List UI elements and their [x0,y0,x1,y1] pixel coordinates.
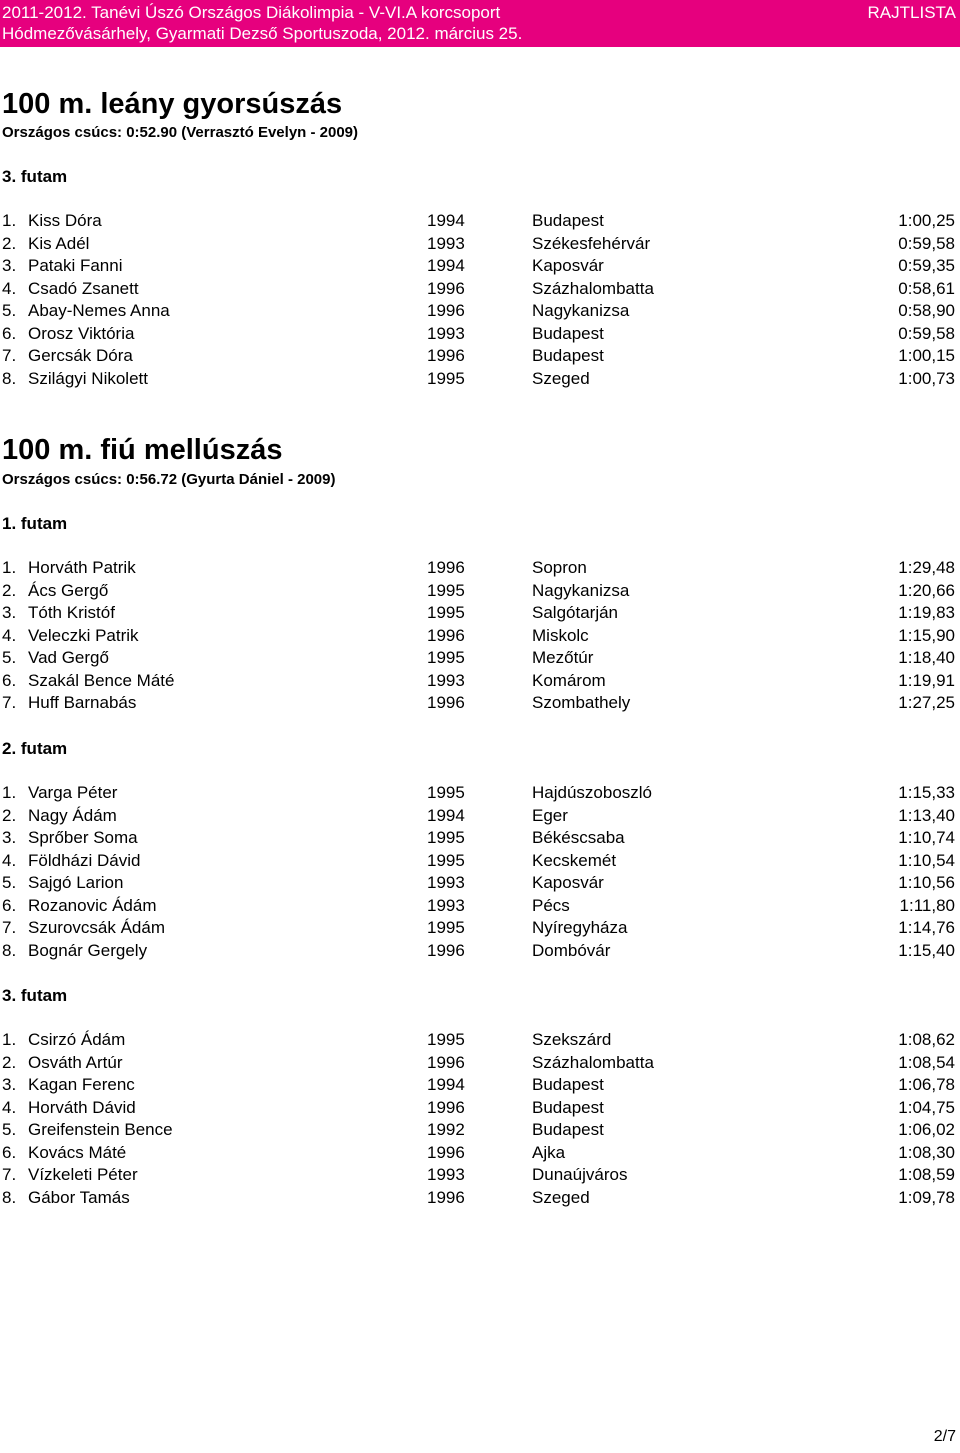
city: Dunaújváros [532,1165,628,1184]
birth-year: 1994 [427,256,465,275]
heat-title: 3. futam [2,986,68,1005]
entry-time: 1:00,15 [898,346,955,365]
entry-time: 1:08,62 [898,1030,955,1049]
birth-year: 1992 [427,1120,465,1139]
city: Kaposvár [532,256,604,275]
city: Kaposvár [532,873,604,892]
place: 6. [2,670,17,690]
birth-year: 1995 [427,783,465,802]
city: Szeged [532,1187,590,1207]
entry-time: 1:27,25 [898,693,955,712]
entry-time: 1:11,80 [899,895,955,915]
entry-time: 1:06,02 [898,1120,955,1139]
city: Budapest [532,211,604,230]
place: 7. [2,693,17,712]
national-record: Országos csúcs: 0:56.72 (Gyurta Dániel - 2009) [2,471,336,488]
swimmer-name: Kovács Máté [28,1142,127,1162]
table-row [0,256,960,278]
table-row [0,941,960,963]
birth-year: 1993 [427,1165,465,1184]
document-type-label: RAJTLISTA [867,3,956,22]
entry-time: 1:14,76 [898,918,955,937]
place: 4. [2,278,17,298]
table-row [0,1120,960,1142]
birth-year: 1995 [427,648,465,667]
event-title: 100 m. leány gyorsúszás [2,88,343,120]
table-row [0,1188,960,1210]
table-row [0,581,960,603]
place: 1. [2,783,17,802]
birth-year: 1995 [427,1030,465,1049]
city: Budapest [532,1075,604,1094]
swimmer-name: Huff Barnabás [28,693,137,712]
table-row [0,346,960,368]
table-row [0,648,960,670]
place: 2. [2,1052,17,1072]
swimmer-name: Csadó Zsanett [28,278,139,298]
swimmer-name: Kagan Ferenc [28,1075,135,1094]
table-row [0,234,960,256]
swimmer-name: Osváth Artúr [28,1052,123,1072]
swimmer-name: Nagy Ádám [28,805,117,825]
city: Nyíregyháza [532,918,628,937]
swimmer-name: Sprőber Soma [28,828,138,847]
birth-year: 1995 [427,828,465,847]
birth-year: 1993 [427,670,465,690]
birth-year: 1996 [427,1052,465,1072]
birth-year: 1995 [427,850,465,870]
place: 4. [2,850,17,870]
place: 1. [2,1030,17,1049]
entry-time: 1:06,78 [898,1075,955,1094]
table-row [0,279,960,301]
swimmer-name: Vad Gergő [28,648,109,667]
city: Szekszárd [532,1030,612,1049]
table-row [0,369,960,391]
city: Budapest [532,346,604,365]
swimmer-name: Veleczki Patrik [28,625,139,645]
city: Pécs [532,895,570,915]
heat-title: 3. futam [2,167,68,186]
city: Százhalombatta [532,278,654,298]
swimmer-name: Kis Adél [28,233,90,253]
entry-time: 1:00,73 [898,368,955,388]
table-row [0,301,960,323]
entry-time: 1:08,54 [898,1052,955,1072]
birth-year: 1996 [427,940,465,960]
swimmer-name: Tóth Kristóf [28,603,115,622]
city: Szeged [532,368,590,388]
birth-year: 1994 [427,211,465,230]
place: 7. [2,918,17,937]
swimmer-name: Földházi Dávid [28,850,141,870]
page-header [0,0,960,47]
table-row [0,918,960,940]
swimmer-name: Szurovcsák Ádám [28,918,165,937]
place: 5. [2,873,17,892]
place: 6. [2,1142,17,1162]
city: Salgótarján [532,603,619,622]
place: 1. [2,558,17,577]
birth-year: 1996 [427,346,465,365]
swimmer-name: Sajgó Larion [28,873,124,892]
place: 5. [2,301,17,320]
birth-year: 1994 [427,805,465,825]
page-number: 2/7 [933,1428,956,1445]
city: Szombathely [532,693,631,712]
table-row [0,1165,960,1187]
birth-year: 1996 [427,693,465,712]
swimmer-name: Gábor Tamás [28,1187,130,1207]
place: 8. [2,1187,17,1207]
swimmer-name: Greifenstein Bence [28,1120,173,1139]
place: 7. [2,346,17,365]
place: 3. [2,256,17,275]
place: 8. [2,940,17,960]
table-row [0,558,960,580]
city: Sopron [532,558,587,577]
birth-year: 1994 [427,1075,465,1094]
swimmer-name: Orosz Viktória [28,323,135,343]
place: 5. [2,648,17,667]
birth-year: 1996 [427,1142,465,1162]
birth-year: 1996 [427,625,465,645]
entry-time: 1:18,40 [898,648,955,667]
entry-time: 1:04,75 [898,1097,955,1117]
birth-year: 1995 [427,603,465,622]
swimmer-name: Rozanovic Ádám [28,895,157,915]
table-row [0,783,960,805]
birth-year: 1996 [427,1187,465,1207]
place: 6. [2,323,17,343]
table-row [0,324,960,346]
table-row [0,873,960,895]
swimmer-name: Vízkeleti Péter [28,1165,138,1184]
city: Budapest [532,323,604,343]
event-title: 100 m. fiú mellúszás [2,434,283,466]
birth-year: 1995 [427,580,465,600]
competition-title: 2011-2012. Tanévi Úszó Országos Diákolimpia - V-VI.A korcsoport [2,3,501,22]
entry-time: 0:59,58 [898,233,955,253]
table-row [0,1075,960,1097]
place: 3. [2,1075,17,1094]
swimmer-name: Bognár Gergely [28,940,148,960]
birth-year: 1993 [427,323,465,343]
place: 6. [2,895,17,915]
entry-time: 1:15,40 [898,940,955,960]
entry-time: 1:08,59 [898,1165,955,1184]
entry-time: 1:19,83 [898,603,955,622]
place: 3. [2,603,17,622]
birth-year: 1995 [427,918,465,937]
table-row [0,671,960,693]
birth-year: 1995 [427,368,465,388]
entry-time: 1:10,56 [898,873,955,892]
heat-title: 2. futam [2,739,68,758]
birth-year: 1993 [427,873,465,892]
city: Székesfehérvár [532,233,651,253]
city: Budapest [532,1097,604,1117]
city: Mezőtúr [532,648,594,667]
place: 7. [2,1165,17,1184]
swimmer-name: Szilágyi Nikolett [28,368,148,388]
entry-time: 1:15,33 [898,783,955,802]
city: Nagykanizsa [532,580,630,600]
swimmer-name: Horváth Dávid [28,1097,136,1117]
city: Nagykanizsa [532,301,630,320]
city: Miskolc [532,625,589,645]
city: Kecskemét [532,850,617,870]
table-row [0,851,960,873]
entry-time: 1:19,91 [898,670,955,690]
entry-time: 1:10,74 [898,828,955,847]
place: 8. [2,368,17,388]
place: 1. [2,211,17,230]
city: Budapest [532,1120,604,1139]
place: 4. [2,1097,17,1117]
swimmer-name: Horváth Patrik [28,558,136,577]
table-row [0,626,960,648]
entry-time: 1:08,30 [898,1142,955,1162]
table-row [0,603,960,625]
birth-year: 1996 [427,278,465,298]
entry-time: 1:15,90 [898,625,955,645]
heat-title: 1. futam [2,514,68,533]
table-row [0,1030,960,1052]
swimmer-name: Gercsák Dóra [28,346,133,365]
birth-year: 1993 [427,895,465,915]
swimmer-name: Abay-Nemes Anna [28,301,170,320]
city: Dombóvár [532,940,611,960]
city: Eger [532,805,568,825]
birth-year: 1993 [427,233,465,253]
table-row [0,693,960,715]
entry-time: 1:10,54 [898,850,955,870]
city: Százhalombatta [532,1052,654,1072]
city: Hajdúszoboszló [532,783,653,802]
entry-time: 1:29,48 [898,558,955,577]
birth-year: 1996 [427,1097,465,1117]
swimmer-name: Szakál Bence Máté [28,670,175,690]
table-row [0,896,960,918]
entry-time: 1:20,66 [898,580,955,600]
entry-time: 0:58,61 [898,278,955,298]
swimmer-name: Varga Péter [28,783,118,802]
venue-date: Hódmezővásárhely, Gyarmati Dezső Sportuszoda, 2012. március 25. [2,24,523,43]
city: Ajka [532,1142,566,1162]
table-row [0,211,960,233]
city: Békéscsaba [532,828,625,847]
entry-time: 1:09,78 [898,1187,955,1207]
entry-time: 0:59,35 [898,256,955,275]
swimmer-name: Pataki Fanni [28,256,123,275]
place: 4. [2,625,17,645]
table-row [0,1098,960,1120]
table-row [0,806,960,828]
swimmer-name: Csirzó Ádám [28,1030,126,1049]
place: 2. [2,233,17,253]
entry-time: 0:59,58 [898,323,955,343]
entry-time: 0:58,90 [898,301,955,320]
entry-time: 1:13,40 [898,805,955,825]
entry-time: 1:00,25 [898,211,955,230]
place: 5. [2,1120,17,1139]
table-row [0,1053,960,1075]
birth-year: 1996 [427,558,465,577]
national-record: Országos csúcs: 0:52.90 (Verrasztó Evelyn - 2009) [2,124,359,141]
place: 2. [2,805,17,825]
swimmer-name: Ács Gergő [28,580,109,600]
swimmer-name: Kiss Dóra [28,211,102,230]
birth-year: 1996 [427,301,465,320]
place: 3. [2,828,17,847]
table-row [0,1143,960,1165]
city: Komárom [532,670,606,690]
place: 2. [2,580,17,600]
table-row [0,828,960,850]
